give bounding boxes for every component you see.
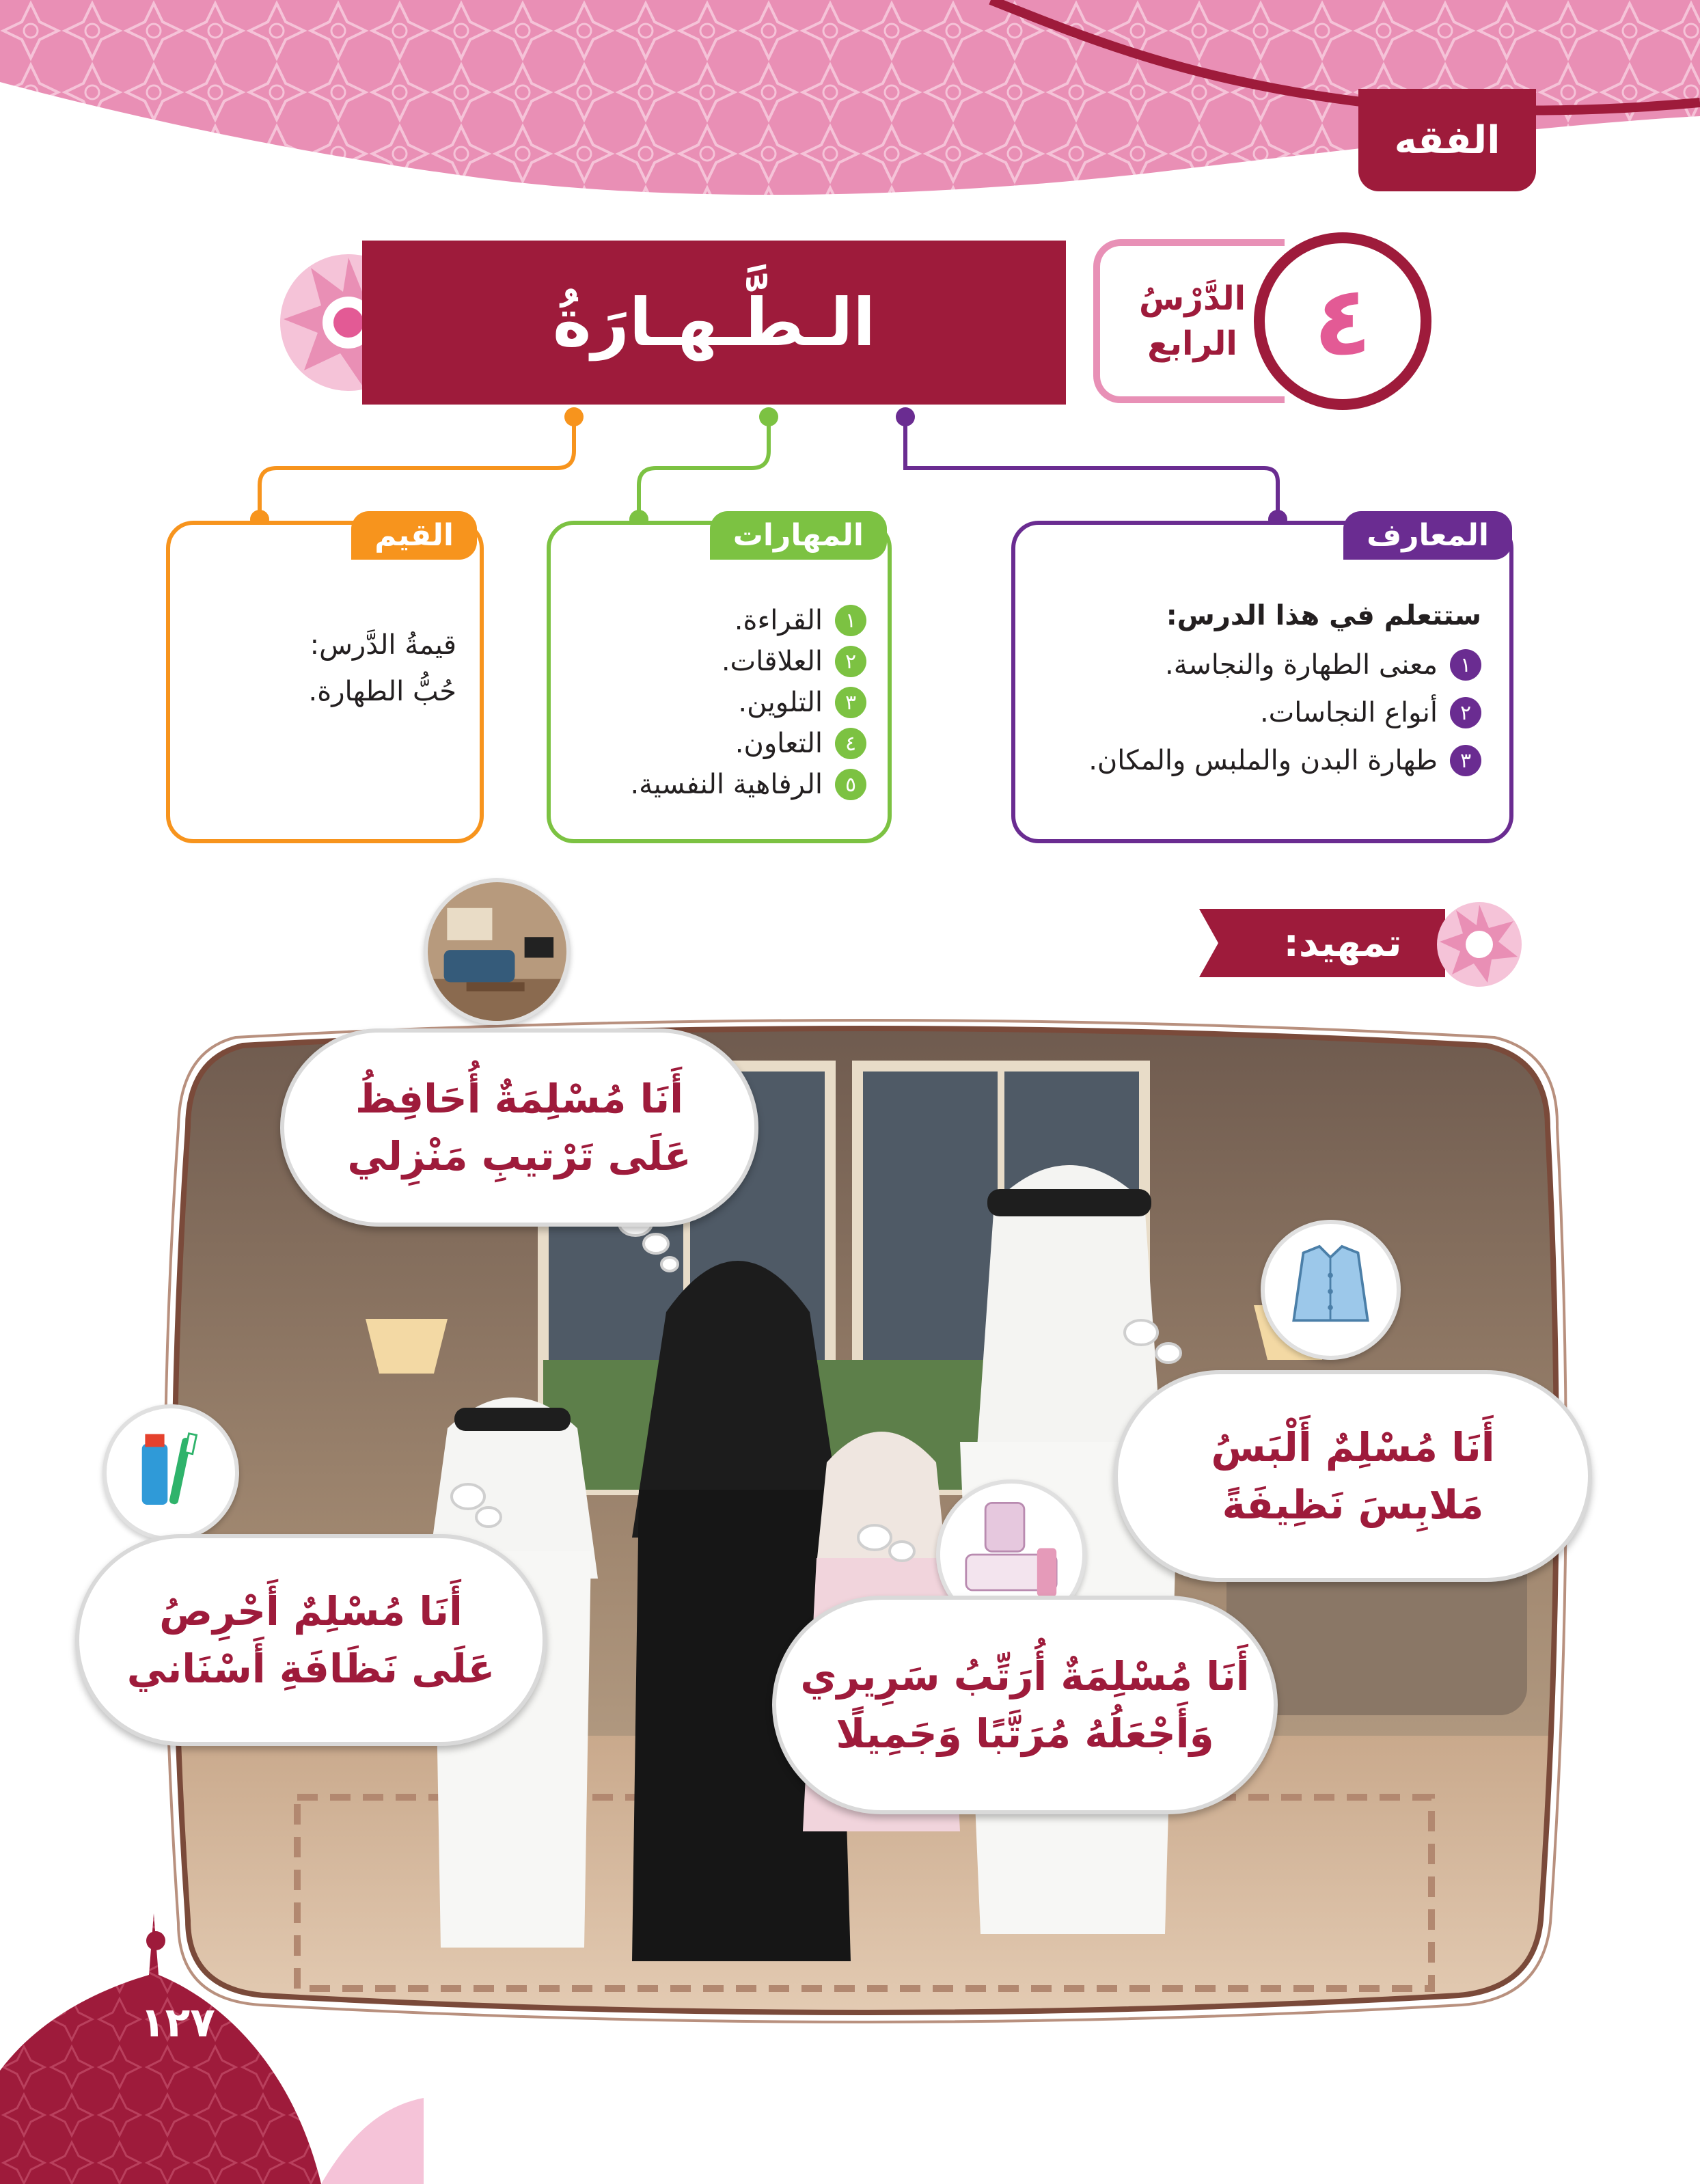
knowledge-item-text: طهارة البدن والملبس والمكان.: [1088, 745, 1438, 776]
skills-item: [566, 646, 866, 677]
skills-item-number: ٤: [835, 728, 866, 759]
lesson-label-line1: الدَّرْسُ: [1138, 279, 1246, 318]
skills-item: [566, 605, 866, 636]
skills-item-text: العلاقات.: [721, 646, 823, 677]
speech-bubble-mother: [280, 1028, 758, 1227]
knowledge-item-number: ٣: [1450, 745, 1481, 776]
values-line1: قيمةُ الدَّرس:: [310, 629, 456, 661]
values-label: القيم: [351, 511, 477, 560]
skills-label: المهارات: [710, 511, 887, 560]
skills-item-number: ٢: [835, 646, 866, 677]
toothbrush-image: [107, 1408, 235, 1537]
lesson-number-badge: ٤: [1254, 232, 1431, 410]
living-room-image: [428, 882, 566, 1021]
bubble-father-line2: مَلابِسَ نَظِيفَةً: [1222, 1482, 1484, 1528]
skills-content: [566, 605, 866, 810]
bubble-mother-line2: عَلَى تَرْتيبِ مَنْزِلي: [347, 1133, 691, 1179]
knowledge-item-text: معنى الطهارة والنجاسة.: [1165, 649, 1438, 681]
knowledge-item: [1044, 649, 1481, 681]
intro-heading: تمهيد:: [1283, 920, 1402, 966]
shirt-icon: [1261, 1220, 1401, 1360]
knowledge-item: [1044, 697, 1481, 728]
skills-item-number: ٥: [835, 769, 866, 800]
speech-bubble-boy: [75, 1534, 547, 1746]
bubble-boy-line2: عَلَى نَظَافَةِ أَسْنَاني: [126, 1646, 495, 1692]
skills-item-number: ١: [835, 605, 866, 636]
skills-item: [566, 728, 866, 759]
skills-item-text: التلوين.: [738, 687, 823, 718]
bubble-father-line1: أَنَا مُسْلِمٌ أَلْبَسُ: [1211, 1423, 1495, 1471]
knowledge-item-number: ٢: [1450, 697, 1481, 728]
skills-item: [566, 769, 866, 800]
knowledge-label: المعارف: [1343, 511, 1512, 560]
values-line2: حُبُّ الطهارة.: [308, 676, 456, 707]
skills-item-number: ٣: [835, 687, 866, 718]
skills-item-text: التعاون.: [735, 728, 823, 759]
knowledge-item-text: أنواع النجاسات.: [1259, 697, 1438, 728]
knowledge-item-number: ١: [1450, 649, 1481, 681]
bubble-boy-line1: أَنَا مُسْلِمٌ أَحْرِصُ: [159, 1587, 463, 1635]
bubble-girl-line1: أَنَا مُسْلِمَةٌ أُرَتِّبُ سَرِيري: [800, 1652, 1250, 1700]
knowledge-intro: ستتعلم في هذا الدرس:: [1166, 600, 1481, 631]
shirt-image: [1265, 1224, 1397, 1356]
values-content: [183, 622, 456, 715]
skills-item: [566, 687, 866, 718]
skills-item-text: القراءة.: [734, 605, 823, 636]
page-number: ١٢٧: [140, 1999, 215, 2047]
skills-item-text: الرفاهية النفسية.: [630, 769, 823, 800]
knowledge-item: [1044, 745, 1481, 776]
bubble-mother-line1: أَنَا مُسْلِمَةٌ أُحَافِظُ: [355, 1075, 684, 1122]
living-room-icon: [424, 878, 571, 1025]
subject-tab: الفقه: [1358, 89, 1536, 191]
lesson-label-line2: الرابع: [1147, 325, 1237, 363]
lesson-title: الـطَّـهـارَةُ: [362, 241, 1066, 405]
speech-bubble-girl: [772, 1596, 1278, 1814]
toothbrush-icon: [102, 1404, 239, 1541]
speech-bubble-father: [1114, 1370, 1592, 1582]
bubble-girl-line2: وَأَجْعَلُهُ مُرَتَّبًا وَجَمِيلًا: [836, 1710, 1214, 1757]
knowledge-content: [1044, 600, 1481, 789]
